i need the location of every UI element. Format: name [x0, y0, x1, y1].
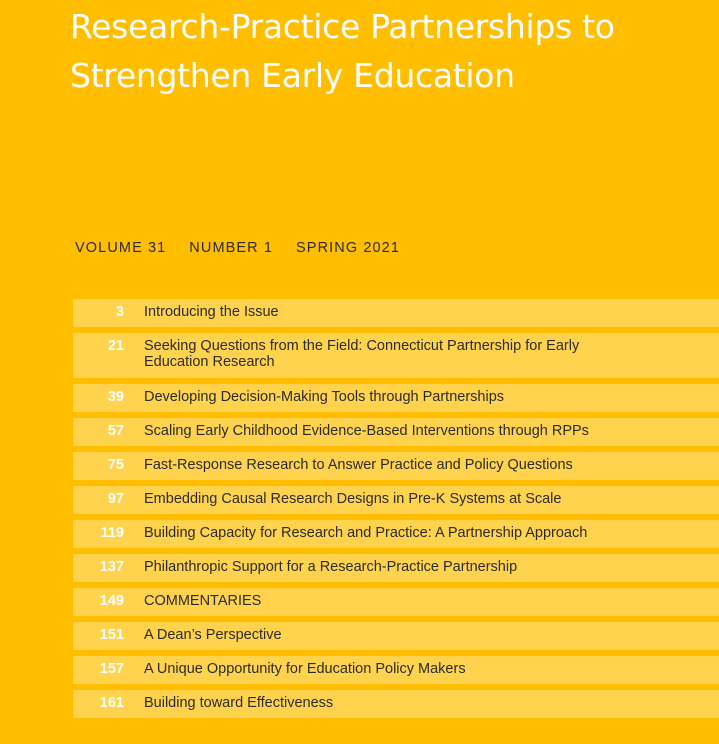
toc-page-number: 149 [99, 593, 124, 609]
toc-row[interactable] [73, 690, 719, 718]
toc-row[interactable] [73, 554, 719, 582]
table-of-contents [73, 299, 719, 724]
toc-row[interactable] [73, 588, 719, 616]
journal-title [70, 2, 710, 100]
toc-row[interactable] [73, 384, 719, 412]
season-label: SPRING 2021 [296, 240, 401, 256]
toc-article-title: A Dean’s Perspective [144, 627, 282, 643]
toc-article-title: Building Capacity for Research and Practice: A Partnership Approach [144, 525, 588, 541]
toc-article-title: A Unique Opportunity for Education Policy Makers [144, 661, 466, 677]
toc-article-title: Building toward Effectiveness [144, 695, 334, 711]
journal-title-line-1: Research-Practice Partnerships to [70, 7, 615, 46]
toc-article-title: Scaling Early Childhood Evidence-Based Interventions through RPPs [144, 423, 589, 439]
toc-page-number: 21 [107, 338, 124, 354]
toc-article-title: Fast-Response Research to Answer Practice and Policy Questions [144, 457, 573, 473]
toc-row[interactable] [73, 333, 719, 378]
toc-page-number: 161 [99, 695, 124, 711]
journal-title-line-2: Strengthen Early Education [70, 56, 515, 95]
toc-row[interactable] [73, 486, 719, 514]
issue-info [75, 240, 400, 256]
toc-page-number: 57 [107, 423, 124, 439]
volume-label: VOLUME 31 [75, 240, 167, 256]
number-label: NUMBER 1 [189, 240, 274, 256]
toc-article-title: Introducing the Issue [144, 304, 279, 320]
toc-page-number: 97 [107, 491, 124, 507]
toc-article-title: Philanthropic Support for a Research-Practice Partnership [144, 559, 518, 575]
toc-row[interactable] [73, 622, 719, 650]
toc-page-number: 3 [115, 304, 124, 320]
toc-row[interactable] [73, 299, 719, 327]
toc-page-number: 157 [99, 661, 124, 677]
toc-page-number: 151 [99, 627, 124, 643]
toc-article-title: Developing Decision-Making Tools through Partnerships [144, 389, 505, 405]
toc-row[interactable] [73, 656, 719, 684]
toc-page-number: 39 [107, 389, 124, 405]
toc-article-title: Embedding Causal Research Designs in Pre-K Systems at Scale [144, 491, 562, 507]
toc-section-heading: COMMENTARIES [144, 593, 262, 609]
toc-article-title: Seeking Questions from the Field: Connecticut Partnership for Early Education Research [144, 338, 580, 370]
toc-row[interactable] [73, 520, 719, 548]
toc-page-number: 119 [100, 525, 124, 541]
toc-row[interactable] [73, 452, 719, 480]
toc-page-number: 75 [107, 457, 124, 473]
toc-page-number: 137 [99, 559, 124, 575]
toc-row[interactable] [73, 418, 719, 446]
